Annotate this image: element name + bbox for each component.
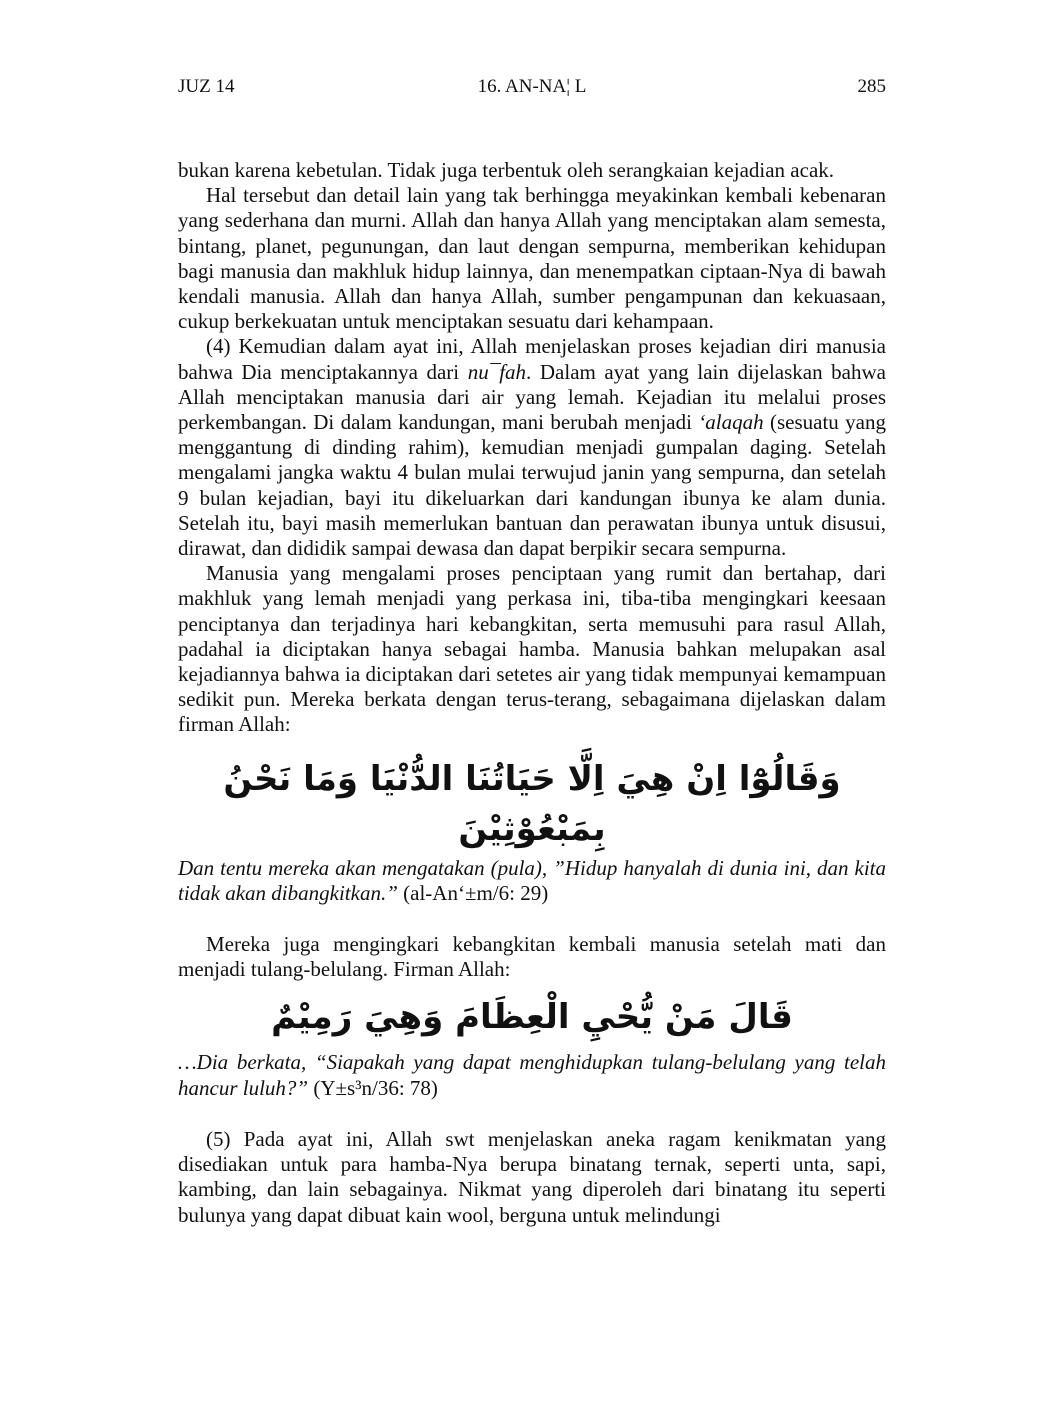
paragraph-5: Mereka juga mengingkari kebangkitan kembali manusia setelah mati dan menjadi tulang-belulang. Firman Allah: xyxy=(178,932,886,982)
verse-1-translation-text: Dan tentu mereka akan mengatakan (pula), ”Hidup hanyalah di dunia ini, dan kita tidak akan dibangkitkan.” xyxy=(178,855,886,905)
paragraph-2: Hal tersebut dan detail lain yang tak berhingga meyakinkan kembali kebenaran yang sederhana dan murni. Allah dan hanya Allah yang menciptakan alam semesta, bintang, planet, pegunungan, dan laut dengan sempurna, memberikan kehidupan bagi manusia dan makhluk hidup lainnya, dan menempatkan ciptaan-Nya di bawah kendali manusia. Allah dan hanya Allah, sumber pengampunan dan kekuasaan, cukup berkekuatan untuk menciptakan sesuatu dari kehampaan. xyxy=(178,183,886,334)
spacer xyxy=(178,906,886,932)
paragraph-3-part-a: (4) Kemudian dalam ayat ini, Allah menjelaskan proses kejadian diri manusia bahwa Dia menciptakannya dari xyxy=(178,334,886,384)
paragraph-1: bukan karena kebetulan. Tidak juga terbentuk oleh serangkaian kejadian acak. xyxy=(178,158,835,182)
paragraph-3 xyxy=(178,334,886,561)
verse-1-arabic: وَقَالُوْٓا اِنْ هِيَ اِلَّا حَيَاتُنَا الدُّنْيَا وَمَا نَحْنُ بِمَبْعُوْثِيْنَ xyxy=(223,758,841,849)
page-header xyxy=(178,76,886,100)
verse-2-translation xyxy=(178,1050,886,1100)
juz-label: JUZ 14 xyxy=(178,76,235,97)
term-alaqah: ‘alaqah xyxy=(698,410,764,435)
term-nutfah: nu¯fah xyxy=(467,359,527,384)
page-number: 285 xyxy=(857,76,886,97)
surah-title: 16. AN-NA¦ L xyxy=(477,76,587,97)
verse-2-reference: (Y±s³n/36: 78) xyxy=(308,1075,438,1100)
paragraph-6: (5) Pada ayat ini, Allah swt menjelaskan aneka ragam kenikmatan yang disediakan untuk para hamba-Nya berupa binatang ternak, seperti unta, sapi, kambing, dan lain sebagainya. Nikmat yang diperoleh dari binatang itu seperti bulunya yang dapat dibuat kain wool, berguna untuk melindungi xyxy=(178,1126,886,1227)
spacer xyxy=(178,1101,886,1127)
page-body xyxy=(178,158,886,1228)
paragraph-3-part-b: . Dalam ayat yang lain dijelaskan bahwa Allah menciptakan manusia dari air yang lemah. Kejadian itu melalui proses perkembangan. Di dalam kandungan, mani berubah menjadi xyxy=(178,359,886,435)
paragraph-4: Manusia yang mengalami proses penciptaan yang rumit dan bertahap, dari makhluk yang lemah menjadi yang perkasa ini, tiba-tiba mengingkari keesaan penciptanya dan terjadinya hari kebangkitan, serta memusuhi para rasul Allah, padahal ia diciptakan hanya sebagai hamba. Manusia bahkan melupakan asal kejadiannya bahwa ia diciptakan dari setetes air yang tidak mempunyai kemampuan sedikit pun. Mereka berkata dengan terus-terang, sebagaimana dijelaskan dalam firman Allah: xyxy=(178,561,886,737)
paragraph-3-part-c: (sesuatu yang menggantung di dinding rahim), kemudian menjadi gumpalan daging. Setelah mengalami jangka waktu 4 bulan mulai terwujud janin yang sempurna, dan setelah 9 bulan kejadian, bayi itu dikeluarkan dari kandungan ibunya ke alam dunia. Setelah itu, bayi masih memerlukan bantuan dan perawatan ibunya untuk disusui, dirawat, dan dididik sampai dewasa dan dapat berpikir secara sempurna. xyxy=(178,410,886,561)
verse-1-translation xyxy=(178,856,886,906)
verse-2-arabic: قَالَ مَنْ يُّحْيِ الْعِظَامَ وَهِيَ رَمِيْمٌ xyxy=(271,997,793,1038)
verse-1-reference: (al-An‘±m/6: 29) xyxy=(397,880,549,905)
verse-2-translation-text: …Dia berkata, “Siapakah yang dapat menghidupkan tulang-belulang yang telah hancur luluh?” xyxy=(178,1050,886,1100)
